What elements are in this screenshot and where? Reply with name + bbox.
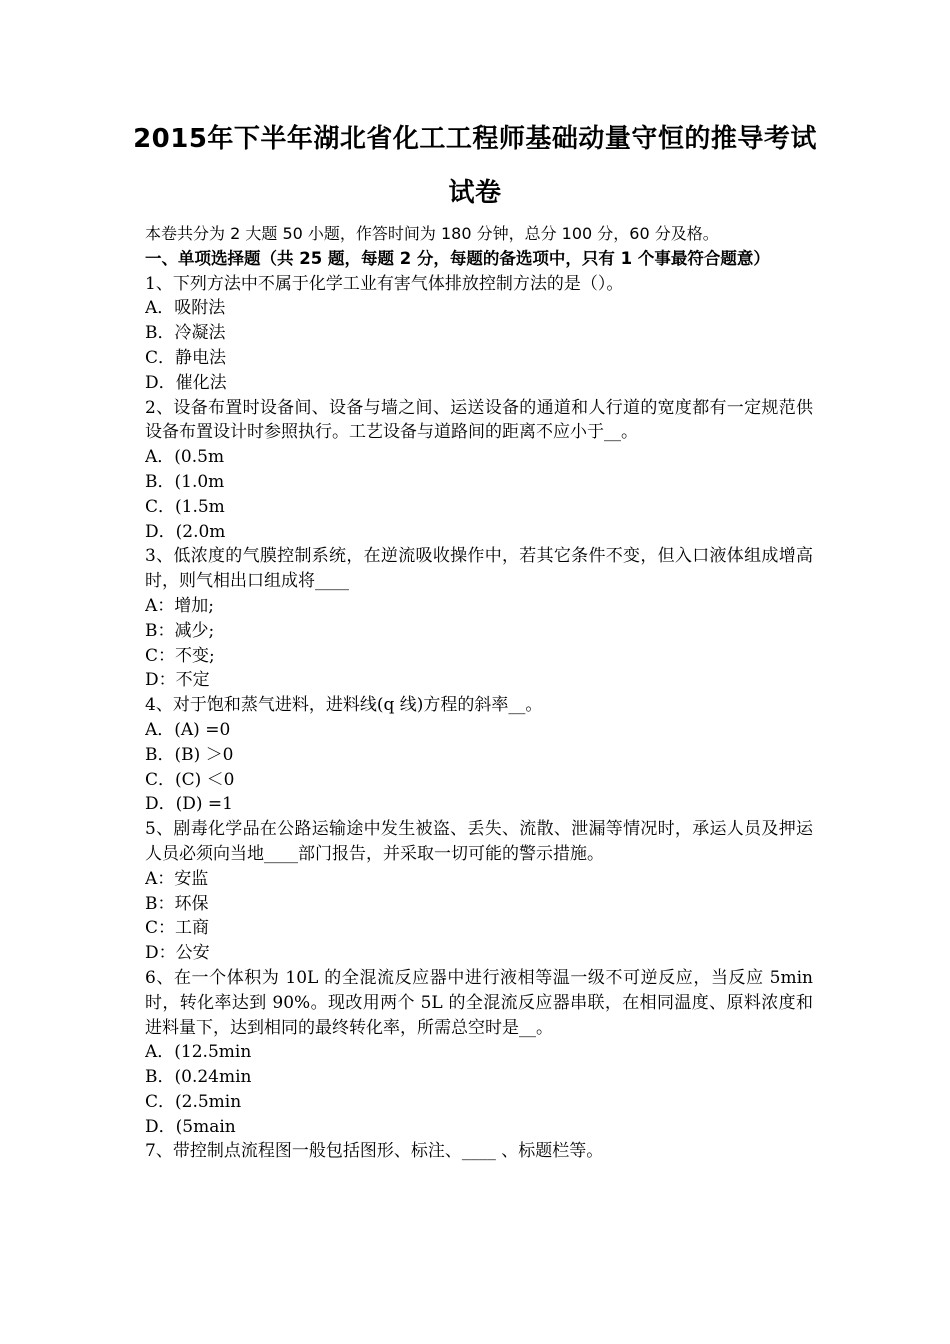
question-7 [145, 1139, 813, 1164]
question-stem: 5、剧毒化学品在公路运输途中发生被盗、丢失、流散、泄漏等情况时，承运人员及押运人员必须向当地____部门报告，并采取一切可能的警示措施。 [145, 819, 813, 864]
exam-intro: 本卷共分为 2 大题 50 小题，作答时间为 180 分钟，总分 100 分，60 分及格。 [145, 224, 719, 243]
option: A．吸附法 [145, 298, 226, 319]
option: A．(0.5m [145, 447, 225, 468]
option: B．(1.0m [145, 471, 225, 492]
option: C：工商 [145, 918, 210, 939]
option: B．(B) ＞0 [145, 744, 234, 765]
option: D：不定 [145, 670, 210, 691]
option: D．(D) =1 [145, 794, 233, 815]
question-2 [145, 396, 813, 545]
option: B．冷凝法 [145, 323, 226, 344]
option: A：增加; [145, 595, 215, 616]
option: B：环保 [145, 893, 209, 914]
option: C．(1.5m [145, 496, 225, 517]
question-stem: 4、对于饱和蒸气进料，进料线(q 线)方程的斜率__。 [145, 695, 543, 716]
question-1 [145, 272, 813, 396]
option: D．催化法 [145, 372, 227, 393]
question-4 [145, 693, 813, 817]
option: C．(2.5min [145, 1091, 242, 1112]
option: A．(12.5min [145, 1042, 252, 1063]
document-body [145, 222, 813, 1164]
option: C．(C) ＜0 [145, 769, 235, 790]
question-5 [145, 817, 813, 966]
question-stem: 7、带控制点流程图一般包括图形、标注、____ 、标题栏等。 [145, 1141, 604, 1162]
document-title-line-1: 2015年下半年湖北省化工工程师基础动量守恒的推导考试 [133, 124, 817, 154]
question-stem: 3、低浓度的气膜控制系统，在逆流吸收操作中，若其它条件不变，但入口液体组成增高时，则气相出口组成将____ [145, 546, 813, 592]
option: C．静电法 [145, 347, 227, 368]
document-title-line-2: 试卷 [448, 178, 502, 208]
option: A：安监 [145, 868, 209, 889]
question-3 [145, 544, 813, 693]
option: A．(A) =0 [145, 719, 231, 740]
question-stem: 2、设备布置时设备间、设备与墙之间、运送设备的通道和人行道的宽度都有一定规范供设备布置设计时参照执行。工艺设备与道路间的距离不应小于__。 [145, 397, 813, 443]
option: C：不变; [145, 645, 215, 666]
option: D．(5main [145, 1116, 236, 1137]
option: B．(0.24min [145, 1067, 252, 1088]
section-heading: 一、单项选择题（共 25 题，每题 2 分，每题的备选项中，只有 1 个事最符合题意） [145, 248, 770, 268]
question-stem: 6、在一个体积为 10L 的全混流反应器中进行液相等温一级不可逆反应，当反应 5min 时，转化率达到 90%。现改用两个 5L 的全混流反应器串联，在相同温度、原料浓度和进料量下，达到相同的最终转化率，所需总空时是__。 [145, 967, 813, 1038]
question-stem: 1、下列方法中不属于化学工业有害气体排放控制方法的是（）。 [145, 273, 624, 294]
option: B：减少; [145, 620, 215, 641]
question-6 [145, 966, 813, 1140]
option: D：公安 [145, 943, 210, 964]
option: D．(2.0m [145, 521, 226, 542]
